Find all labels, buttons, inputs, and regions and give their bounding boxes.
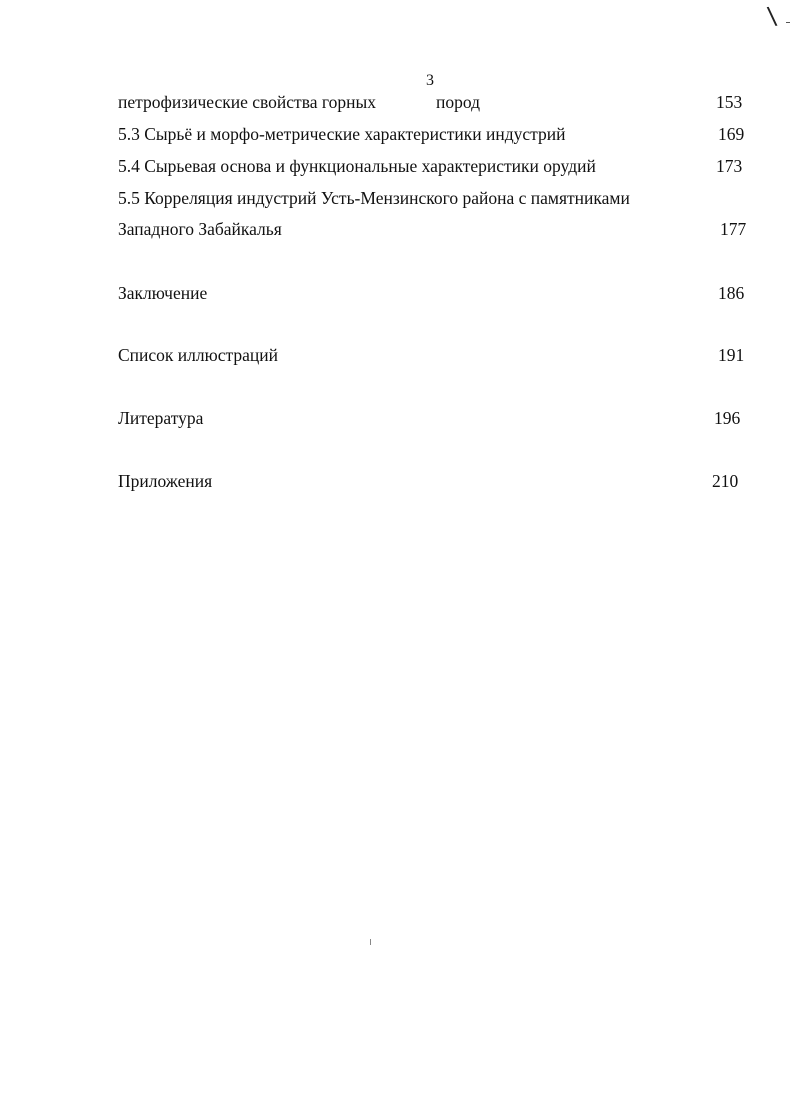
corner-dot	[786, 22, 790, 23]
toc-entry-page: 191	[718, 345, 745, 365]
toc-entry-title-continuation: пород	[436, 92, 481, 112]
toc-entry-title: Литература	[118, 408, 204, 428]
toc-entry-title: 5.4 Сырьевая основа и функциональные характеристики орудий	[118, 156, 596, 176]
toc-entry-page: 186	[718, 283, 745, 303]
toc-entry-title: Приложения	[118, 471, 213, 491]
toc-entry-title-line2: Западного Забайкалья	[118, 219, 282, 239]
toc-entry-page: 177	[720, 219, 747, 239]
toc-entry-page: 210	[712, 471, 739, 491]
corner-mark: \	[766, 1, 779, 31]
toc-entry-page: 173	[716, 156, 743, 176]
toc-entry-title: 5.3 Сырьё и морфо-метрические характеристики индустрий	[118, 124, 566, 144]
toc-entry-title: Список иллюстраций	[118, 345, 278, 365]
toc-entry-title: петрофизические свойства горных	[118, 92, 376, 112]
toc-entry-page: 196	[714, 408, 741, 428]
page-number: 3	[426, 72, 434, 89]
toc-entry-title: Заключение	[118, 283, 208, 303]
toc-entry-title: 5.5 Корреляция индустрий Усть-Мензинского района с памятниками	[118, 188, 630, 208]
toc-entry-page: 153	[716, 92, 743, 112]
toc-entry-page: 169	[718, 124, 745, 144]
stray-mark	[370, 939, 371, 945]
